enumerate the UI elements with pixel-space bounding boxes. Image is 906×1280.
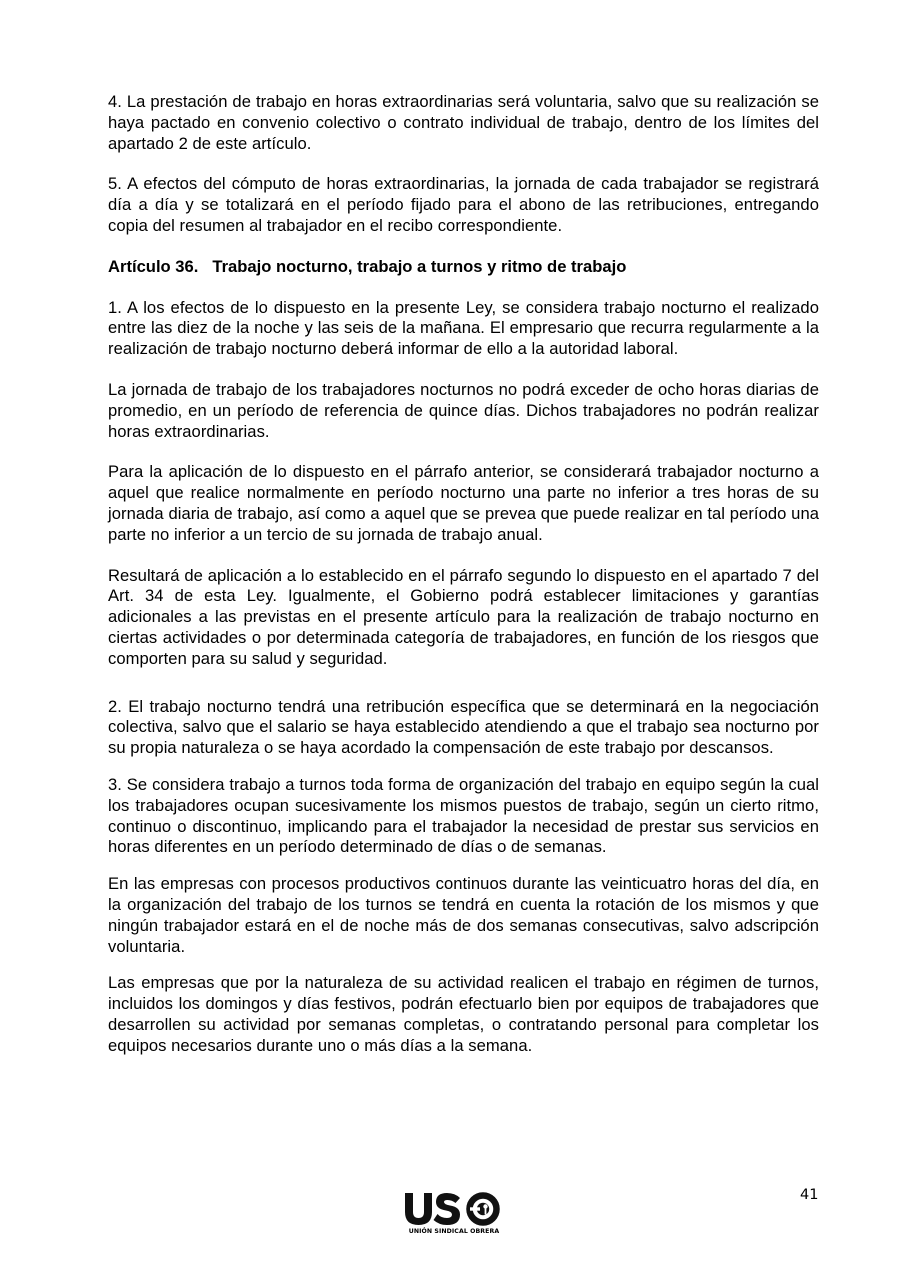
paragraph-night-work-definition: 1. A los efectos de lo dispuesto en la presente Ley, se considera trabajo nocturno el realizado entre las diez de la noche y las seis de la mañana. El empresario que recurra regularmente a la realización de trabajo nocturno deberá informar de ello a la autoridad laboral. [108, 297, 819, 359]
paragraph-night-work-limitations: Resultará de aplicación a lo establecido en el párrafo segundo lo dispuesto en el apartado 7 del Art. 34 de esta Ley. Igualmente, el Gobierno podrá establecer limitaciones y garantías adicionales a las previstas en el presente artículo para la realización de trabajo nocturno en ciertas actividades o por determinada categoría de trabajadores, en función de los riesgos que comporten para su salud y seguridad. [108, 565, 819, 668]
logo-subtitle: UNIÓN SINDICAL OBRERA [408, 1228, 500, 1235]
article-heading [108, 257, 819, 278]
paragraph-5-overtime-computation: 5. A efectos del cómputo de horas extraordinarias, la jornada de cada trabajador se registrará día a día y se totalizará en el período fijado para el abono de las retribuciones, entregando copia del resumen al trabajador en el recibo correspondiente. [108, 174, 819, 235]
paragraph-shift-teams: Las empresas que por la naturaleza de su actividad realicen el trabajo en régimen de turnos, incluidos los domingos y días festivos, podrán efectuarlo bien por equipos de trabajadores que desarrollen su actividad por semanas completas, o contratando personal para completar los equipos necesarios durante uno o más días a la semana. [108, 973, 819, 1055]
paragraph-night-work-hours: La jornada de trabajo de los trabajadores nocturnos no podrá exceder de ocho horas diarias de promedio, en un período de referencia de quince días. Dichos trabajadores no podrán realizar horas extraordinarias. [108, 379, 819, 441]
article-title: Trabajo nocturno, trabajo a turnos y ritmo de trabajo [212, 256, 627, 276]
paragraph-night-worker-definition: Para la aplicación de lo dispuesto en el párrafo anterior, se considerará trabajador nocturno a aquel que realice normalmente en período nocturno una parte no inferior a tres horas de su jornada diaria de trabajo, así como a aquel que se prevea que puede realizar en tal período una parte no inferior a un tercio de su jornada de trabajo anual. [108, 462, 819, 544]
paragraph-4-overtime-voluntary: 4. La prestación de trabajo en horas extraordinarias será voluntaria, salvo que su realización se haya pactado en convenio colectivo o contrato individual de trabajo, dentro de los límites del apartado 2 de este artículo. [108, 92, 819, 153]
article-number: Artículo 36. [108, 256, 199, 276]
paragraph-shift-work-definition: 3. Se considera trabajo a turnos toda forma de organización del trabajo en equipo según la cual los trabajadores ocupan sucesivamente los mismos puestos de trabajo, según un cierto ritmo, continuo o discontinuo, implicando para el trabajador la necesidad de prestar sus servicios en horas diferentes en un período determinado de días o de semanas. [108, 774, 819, 857]
paragraph-continuous-processes: En las empresas con procesos productivos continuos durante las veinticuatro horas del día, en la organización del trabajo de los turnos se tendrá en cuenta la rotación de los mismos y que ningún trabajador estará en el de noche más de dos semanas consecutivas, salvo adscripción voluntaria. [108, 874, 819, 956]
paragraph-night-work-pay: 2. El trabajo nocturno tendrá una retribución específica que se determinará en la negociación colectiva, salvo que el salario se haya establecido atendiendo a que el trabajo sea nocturno por su propia naturaleza o se haya acordado la compensación de este trabajo por descansos. [108, 696, 819, 758]
page-number: 41 [800, 1187, 819, 1203]
uso-logo [402, 1190, 506, 1238]
uso-logo-mark [402, 1190, 506, 1228]
document-body [108, 92, 819, 1076]
